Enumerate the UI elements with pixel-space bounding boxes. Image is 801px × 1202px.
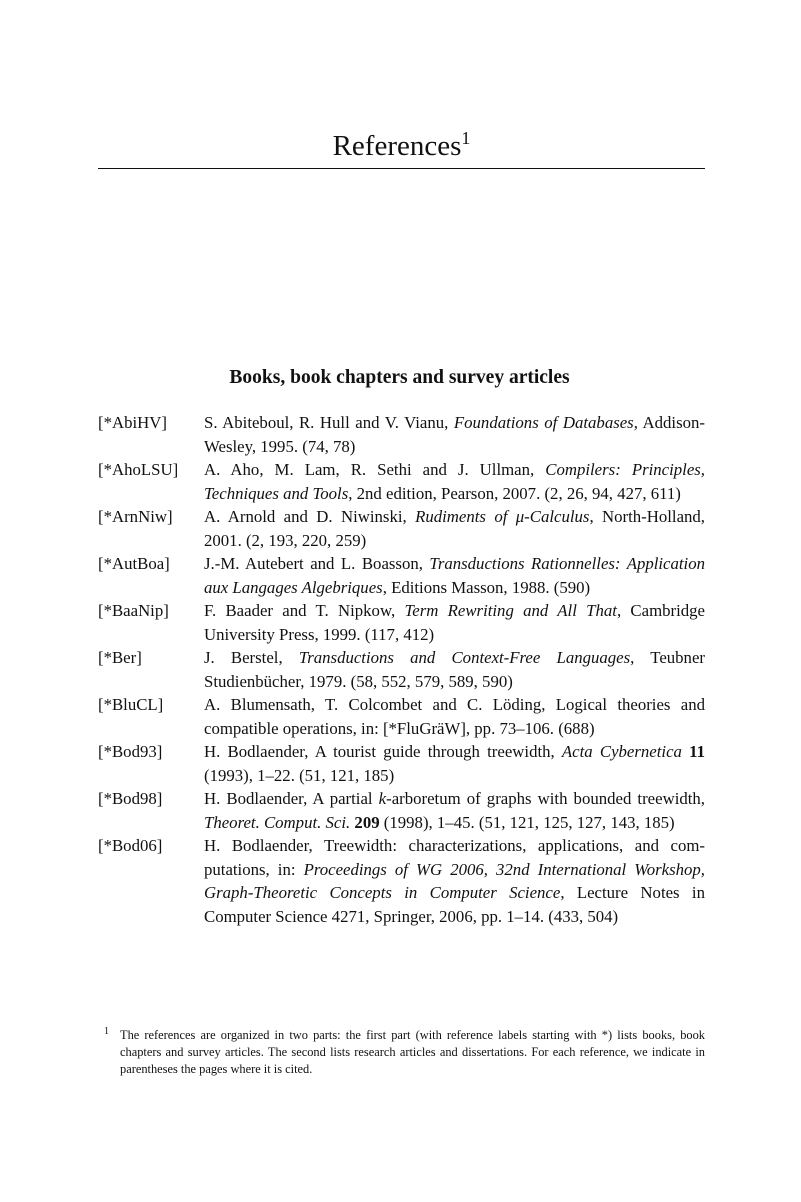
reference-text-part: , Addison-Wesley, 1995. (74, 78) [204,413,705,456]
footnote-text: The references are organized in two parts: the first part (with reference labels starting with *) lists books, book chapters and survey articles. The second lists research articles and dissertations. For each reference, we indicate in parentheses the pages where it is cited. [120,1028,705,1076]
reference-entry [98,787,705,834]
reference-entry [98,834,705,928]
reference-italic-part: Compilers: Principles, Techniques and Tools [204,460,705,503]
reference-text [204,693,705,740]
title-footnote-mark: 1 [461,128,471,148]
reference-italic-part: Transductions Rationnelles: Application aux Langages Algebriques [204,554,705,597]
reference-italic-part: Foundations of Databases [453,413,634,432]
reference-text-part: S. Abiteboul, R. Hull and V. Vianu, [204,413,454,432]
reference-italic-part: Rudiments of μ-Calculus [415,507,590,526]
reference-text-part: H. Bodlaender, Treewidth: characterizations, applications, and computations, in: [204,836,705,879]
reference-text-part: H. Bodlaender, A tourist guide through treewidth, [204,742,562,761]
reference-text [204,646,705,693]
reference-label: [*AutBoa] [98,554,170,573]
reference-entry [98,740,705,787]
reference-text [204,411,705,458]
reference-bold-part: 209 [354,812,380,832]
reference-italic-part: k [378,789,387,808]
reference-text-part: (1993), 1–22. (51, 121, 185) [204,765,395,785]
reference-text-part: J. Berstel, [204,648,299,667]
reference-list [98,411,705,928]
reference-text-part: A. Aho, M. Lam, R. Sethi and J. Ullman, [204,460,546,479]
reference-text-part: J.-M. Autebert and L. Boasson, [204,554,430,573]
reference-label: [*AbiHV] [98,413,167,432]
reference-italic-part: Term Rewriting and All That [404,601,617,620]
reference-italic-part: Transductions and Context-Free Languages [298,648,631,667]
reference-text-part: , Lecture Notes in Computer Science 4271, Springer, 2006, pp. 1–14. (433, 504) [204,883,705,926]
reference-bold-part: 11 [689,742,705,761]
reference-label: [*BluCL] [98,695,164,714]
reference-italic-part: Acta Cybernetica [561,742,682,761]
reference-text-part: A. Arnold and D. Niwinski, [204,507,416,526]
reference-label: [*Ber] [98,648,142,667]
reference-label: [*AhoLSU] [98,460,179,479]
reference-text [204,740,705,787]
reference-text [204,505,705,552]
reference-text-part: -arboretum of graphs with bounded treewidth, [386,789,705,808]
reference-text-part: , 2nd edition, Pearson, 2007. (2, 26, 94, 427, 611) [348,483,681,503]
reference-text-part: (1998), 1–45. (51, 121, 125, 127, 143, 185) [379,812,675,832]
reference-text-part: , Editions Masson, 1988. (590) [382,577,591,597]
reference-entry [98,693,705,740]
title-rule [98,168,705,169]
reference-label: [*Bod93] [98,742,163,761]
footnote [98,1027,705,1078]
reference-text [204,599,705,646]
reference-text [204,834,705,928]
reference-text-part: , Cambridge University Press, 1999. (117, 412) [204,601,705,644]
reference-text [204,552,705,599]
reference-entry [98,458,705,505]
section-heading: Books, book chapters and survey articles [229,367,570,388]
reference-label: [*ArnNiw] [98,507,173,526]
reference-entry [98,646,705,693]
reference-text-part: , North-Holland, 2001. (2, 193, 220, 259) [204,507,706,550]
reference-entry [98,552,705,599]
reference-text-part: , Teubner Studienbücher, 1979. (58, 552, 579, 589, 590) [204,648,705,691]
footnote-mark: 1 [104,1026,109,1037]
reference-label: [*Bod98] [98,789,163,808]
reference-text [204,458,705,505]
reference-text-part: F. Baader and T. Nipkow, [204,601,405,620]
reference-entry [98,411,705,458]
reference-text-part: A. Blumensath, T. Colcombet and C. Löding, Logical theories and compatible operations, in: [*FluGräW], pp. 73–106. (688) [204,695,705,738]
page-title-text: References [332,130,462,162]
reference-text [204,787,705,834]
reference-text-part: H. Bodlaender, A partial [204,789,379,808]
reference-label: [*BaaNip] [98,601,169,620]
reference-italic-part: Theoret. Comput. Sci. [204,812,351,832]
reference-entry [98,599,705,646]
reference-entry [98,505,705,552]
page-title [98,126,705,166]
reference-italic-part: Proceedings of WG 2006, 32nd International Workshop, Graph-Theoretic Concepts in Computer Science [204,859,705,902]
reference-label: [*Bod06] [98,836,163,855]
